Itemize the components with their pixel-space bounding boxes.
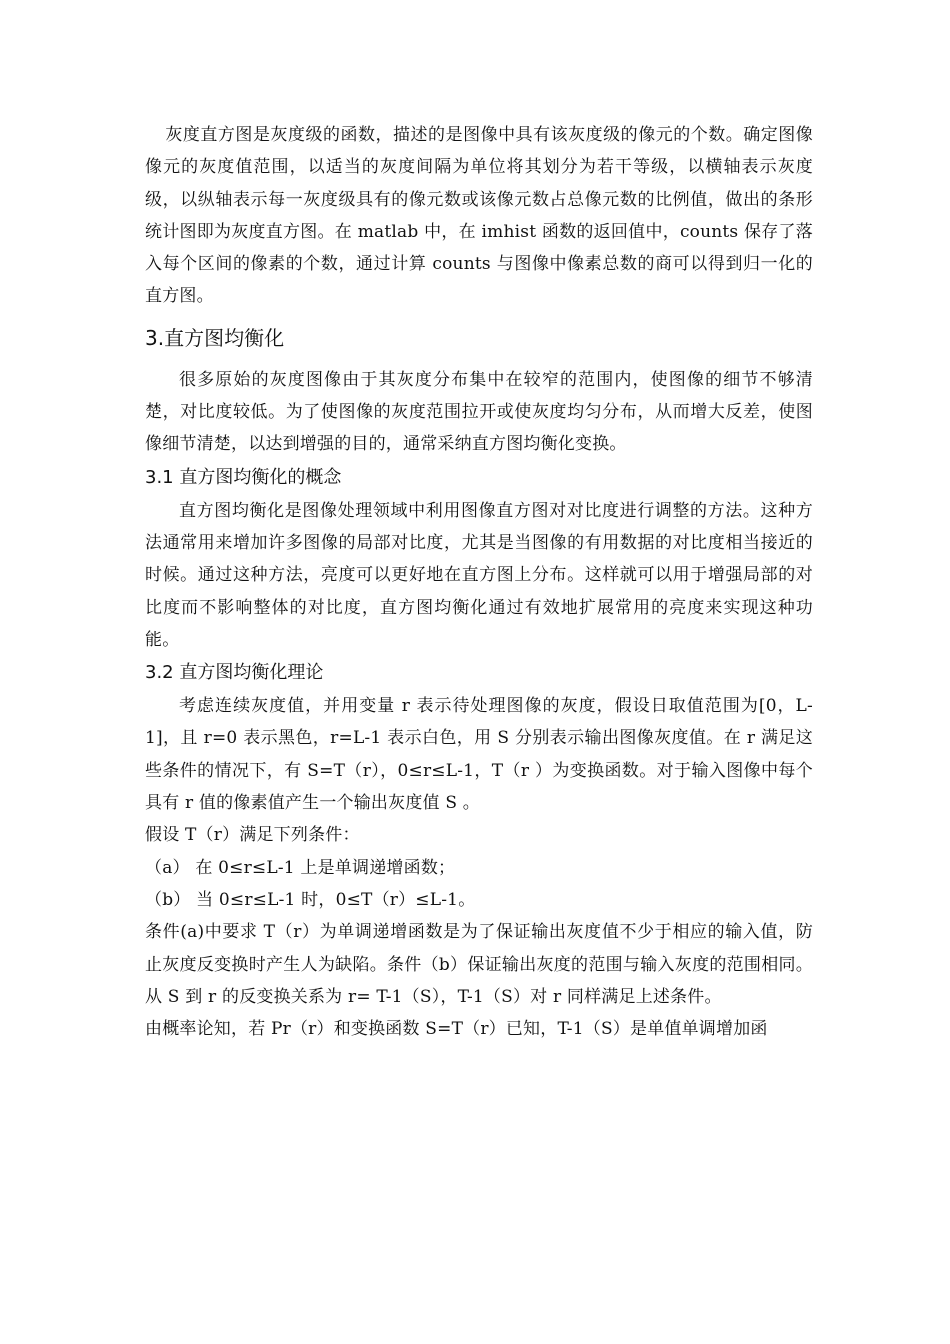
conditions-explanation: 条件(a)中要求 T（r）为单调递增函数是为了保证输出灰度值不少于相应的输入值，防止灰度反变换时产生人为缺陷。条件（b）保证输出灰度的范围与输入灰度的范围相同。从 S 到 r 的反变换关系为 r= T-1（S），T-1（S）对 r 同样满足上述条件。 — [145, 922, 813, 1007]
section-3-paragraph: 很多原始的灰度图像由于其灰度分布集中在较窄的范围内，使图像的细节不够清楚，对比度较低。为了使图像的灰度范围拉开或使灰度均匀分布，从而增大反差，使图像细节清楚，以达到增强的目的，通常采纳直方图均衡化变换。 — [145, 369, 813, 455]
condition-b: （b） 当 0≤r≤L-1 时，0≤T（r）≤L-1。 — [145, 889, 476, 910]
section-3-1-heading: 3.1 直方图均衡化的概念 — [145, 466, 342, 488]
section-3-2-paragraph: 考虑连续灰度值，并用变量 r 表示待处理图像的灰度，假设日取值范围为[0，L-1]，且 r=0 表示黑色，r=L-1 表示白色，用 S 分别表示输出图像灰度值。在 r 满足这些条件的情况下，有 S=T（r），0≤r≤L-1，T（r ）为变换函数。对于输入图像中每个具有 r 值的像素值产生一个输出灰度值 S 。 — [145, 696, 813, 814]
conditions-intro: 假设 T（r）满足下列条件： — [145, 825, 360, 846]
document-body — [145, 119, 813, 1045]
section-3-1-paragraph: 直方图均衡化是图像处理领域中利用图像直方图对对比度进行调整的方法。这种方法通常用来增加许多图像的局部对比度，尤其是当图像的有用数据的对比度相当接近的时候。通过这种方法，亮度可以更好地在直方图上分布。这样就可以用于增强局部的对比度而不影响整体的对比度，直方图均衡化通过有效地扩展常用的亮度来实现这种功能。 — [145, 500, 813, 650]
intro-paragraph: 灰度直方图是灰度级的函数，描述的是图像中具有该灰度级的像元的个数。确定图像像元的灰度值范围，以适当的灰度间隔为单位将其划分为若干等级，以横轴表示灰度级，以纵轴表示每一灰度级具有的像元数或该像元数占总像元数的比例值，做出的条形统计图即为灰度直方图。在 matlab 中，在 imhist 函数的返回值中，counts 保存了落入每个区间的像素的个数，通过计算 counts 与图像中像素总数的商可以得到归一化的直方图。 — [145, 125, 813, 307]
section-3-2-heading: 3.2 直方图均衡化理论 — [145, 662, 324, 684]
section-3-heading: 3.直方图均衡化 — [145, 325, 285, 350]
probability-paragraph: 由概率论知，若 Pr（r）和变换函数 S=T（r）已知，T-1（S）是单值单调增加函 — [145, 1019, 768, 1040]
condition-a: （a） 在 0≤r≤L-1 上是单调递增函数； — [145, 857, 456, 878]
